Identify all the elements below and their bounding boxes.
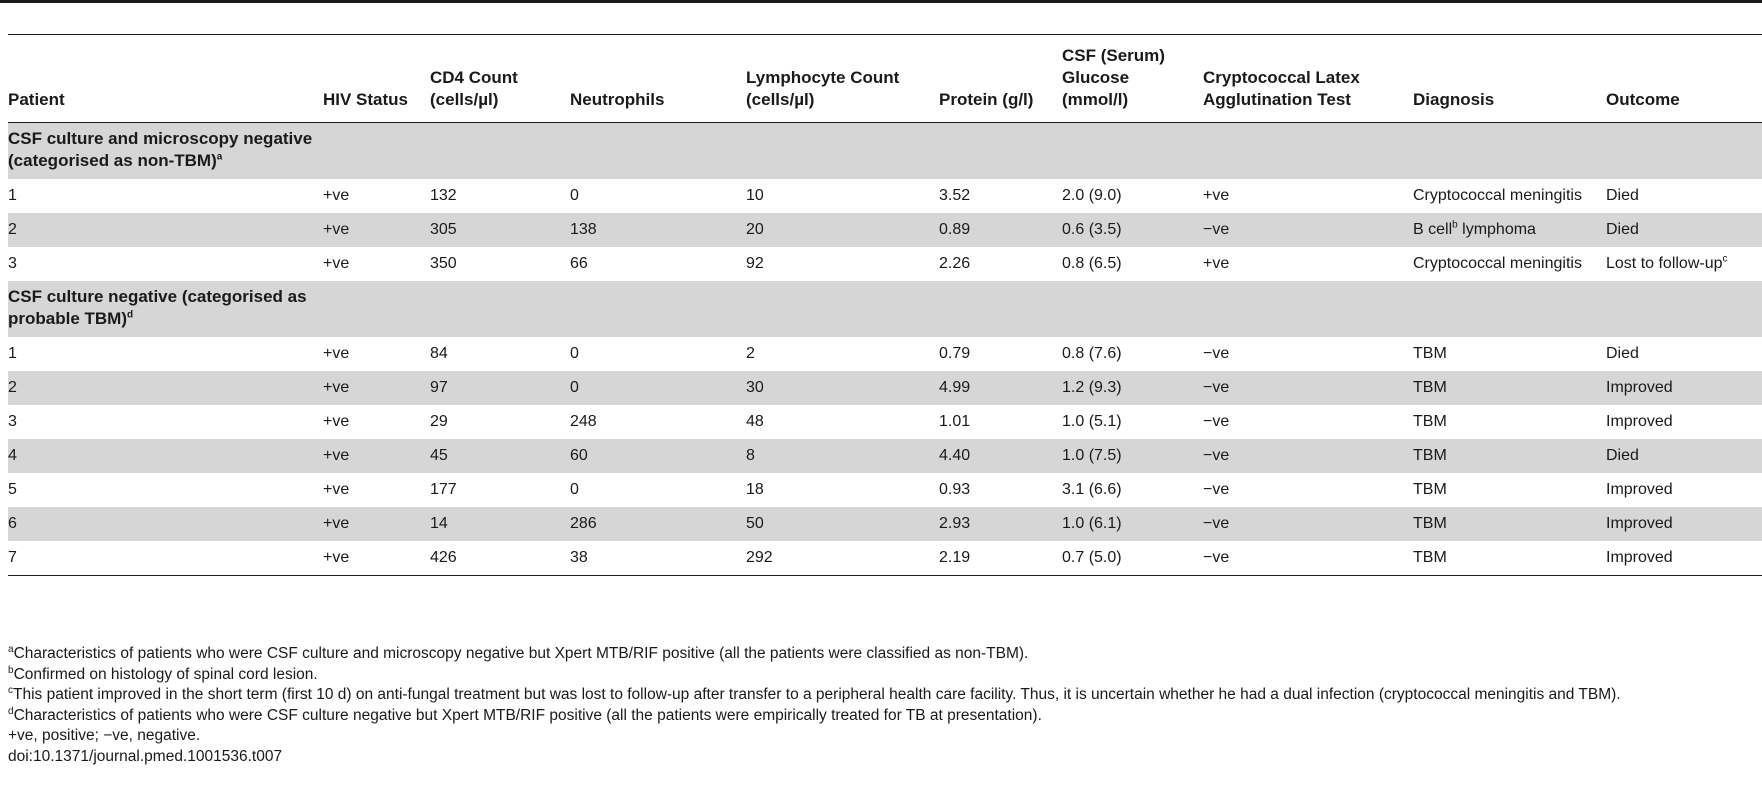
header-patient: Patient xyxy=(8,90,65,109)
section-heading-non-tbm xyxy=(8,123,1762,180)
cell-cd4-count: 177 xyxy=(430,481,457,498)
cell-diagnosis: TBM xyxy=(1413,439,1606,473)
cell-protein: 4.99 xyxy=(939,371,1062,405)
footnote-text: This patient improved in the short term (first 10 d) on anti-fungal treatment but was lost to follow-up after transfer to a peripheral health care facility. Thus, it is uncertain whether he had a dual infection (cryptococcal meningitis and TBM). xyxy=(13,686,1621,703)
cell-protein: 2.93 xyxy=(939,507,1062,541)
table-footnotes xyxy=(8,644,1762,767)
footnote-d xyxy=(8,706,1762,727)
cell-neutrophils: 248 xyxy=(570,413,597,430)
cell-hiv-status: +ve xyxy=(323,439,430,473)
cell-neutrophils: 38 xyxy=(570,541,746,576)
cell-neutrophils: 138 xyxy=(570,213,746,247)
table-row xyxy=(8,337,1762,371)
outcome-text: Lost to follow-up xyxy=(1606,255,1723,272)
header-lymphocyte-count: Lymphocyte Count (cells/µl) xyxy=(746,68,900,109)
cell-cd4-count: 45 xyxy=(430,439,570,473)
cell-outcome: Improved xyxy=(1606,507,1762,541)
cell-cd4-count: 14 xyxy=(430,507,570,541)
cell-crag-test: −ve xyxy=(1203,507,1413,541)
cell-hiv-status: +ve xyxy=(323,481,350,498)
cell-hiv-status: +ve xyxy=(323,345,350,362)
table-row xyxy=(8,213,1762,247)
diagnosis-text-tail: lymphoma xyxy=(1457,221,1536,238)
cell-patient: 5 xyxy=(8,481,17,498)
cell-lymphocyte-count: 50 xyxy=(746,507,939,541)
section-heading-probable-tbm xyxy=(8,281,1762,337)
cell-hiv-status: +ve xyxy=(323,541,430,576)
cell-cd4-count: 84 xyxy=(430,345,448,362)
cell-lymphocyte-count: 292 xyxy=(746,541,939,576)
cell-diagnosis: TBM xyxy=(1413,371,1606,405)
cell-patient: 3 xyxy=(8,255,17,272)
cell-neutrophils: 0 xyxy=(570,187,579,204)
table-container xyxy=(8,34,1762,576)
cell-crag-test: −ve xyxy=(1203,439,1413,473)
cell-crag-test: +ve xyxy=(1203,255,1230,272)
cell-hiv-status: +ve xyxy=(323,187,350,204)
cell-patient: 2 xyxy=(8,371,323,405)
cell-csf-glucose: 0.8 (6.5) xyxy=(1062,255,1122,272)
cell-lymphocyte-count: 10 xyxy=(746,187,764,204)
cell-patient: 7 xyxy=(8,541,323,576)
cell-diagnosis: TBM xyxy=(1413,345,1447,362)
cell-patient: 4 xyxy=(8,439,323,473)
diagnosis-footnote-mark: b xyxy=(1452,219,1458,231)
cell-diagnosis: Cryptococcal meningitis xyxy=(1413,187,1582,204)
header-outcome: Outcome xyxy=(1606,90,1680,109)
cell-outcome xyxy=(1606,247,1762,281)
cell-crag-test: +ve xyxy=(1203,187,1230,204)
cell-crag-test: −ve xyxy=(1203,541,1413,576)
section-title: CSF culture and microscopy negative (categorised as non-TBM) xyxy=(8,129,313,170)
cell-lymphocyte-count: 30 xyxy=(746,371,939,405)
cell-protein: 1.01 xyxy=(939,413,971,430)
cell-outcome: Died xyxy=(1606,345,1639,362)
cell-outcome: Improved xyxy=(1606,413,1673,430)
header-hiv-status: HIV Status xyxy=(323,90,409,109)
cell-csf-glucose: 0.7 (5.0) xyxy=(1062,541,1203,576)
cell-protein: 3.52 xyxy=(939,187,971,204)
header-crag-test: Cryptococcal Latex Agglutination Test xyxy=(1203,68,1360,109)
header-csf-glucose: CSF (Serum) Glucose (mmol/l) xyxy=(1062,46,1165,109)
cell-protein: 2.26 xyxy=(939,255,971,272)
cell-protein: 0.89 xyxy=(939,213,1062,247)
cell-diagnosis: TBM xyxy=(1413,507,1606,541)
cell-diagnosis xyxy=(1413,213,1606,247)
cell-lymphocyte-count: 18 xyxy=(746,481,764,498)
cell-crag-test: −ve xyxy=(1203,413,1230,430)
cell-diagnosis: TBM xyxy=(1413,481,1447,498)
cell-outcome: Died xyxy=(1606,439,1762,473)
cell-hiv-status: +ve xyxy=(323,213,430,247)
footnote-mark: d xyxy=(8,705,14,717)
cell-csf-glucose: 0.8 (7.6) xyxy=(1062,345,1122,362)
cell-cd4-count: 29 xyxy=(430,413,448,430)
header-diagnosis: Diagnosis xyxy=(1413,90,1495,109)
header-cd4-count: CD4 Count (cells/µl) xyxy=(430,68,518,109)
cell-crag-test: −ve xyxy=(1203,345,1230,362)
outcome-footnote-mark: c xyxy=(1722,253,1728,265)
table-row xyxy=(8,439,1762,473)
cell-hiv-status: +ve xyxy=(323,413,350,430)
section-title-footnote-mark: d xyxy=(127,309,134,321)
cell-protein: 4.40 xyxy=(939,439,1062,473)
cell-crag-test: −ve xyxy=(1203,371,1413,405)
cell-csf-glucose: 0.6 (3.5) xyxy=(1062,213,1203,247)
cell-cd4-count: 97 xyxy=(430,371,570,405)
section-title-footnote-mark: a xyxy=(216,151,223,163)
cell-csf-glucose: 1.0 (6.1) xyxy=(1062,507,1203,541)
cell-cd4-count: 350 xyxy=(430,255,457,272)
header-neutrophils: Neutrophils xyxy=(570,90,665,109)
header-protein: Protein (g/l) xyxy=(939,90,1034,109)
cell-neutrophils: 0 xyxy=(570,481,579,498)
top-rule xyxy=(0,0,1762,3)
footnote-b xyxy=(8,665,1762,686)
cell-protein: 0.93 xyxy=(939,481,971,498)
cell-patient: 3 xyxy=(8,413,17,430)
cell-outcome: Improved xyxy=(1606,371,1762,405)
section-title-cell xyxy=(8,123,323,180)
cell-lymphocyte-count: 48 xyxy=(746,413,764,430)
footnote-mark: a xyxy=(8,643,14,655)
cell-lymphocyte-count: 20 xyxy=(746,213,939,247)
cell-csf-glucose: 3.1 (6.6) xyxy=(1062,481,1122,498)
cell-patient: 1 xyxy=(8,345,17,362)
footnote-mark: c xyxy=(8,684,13,696)
cell-crag-test: −ve xyxy=(1203,213,1413,247)
cell-lymphocyte-count: 92 xyxy=(746,255,764,272)
cell-outcome: Improved xyxy=(1606,541,1762,576)
cell-csf-glucose: 2.0 (9.0) xyxy=(1062,187,1122,204)
cell-neutrophils: 286 xyxy=(570,507,746,541)
cell-hiv-status: +ve xyxy=(323,507,430,541)
cell-neutrophils: 66 xyxy=(570,255,588,272)
cell-lymphocyte-count: 2 xyxy=(746,345,755,362)
cell-csf-glucose: 1.2 (9.3) xyxy=(1062,371,1203,405)
cell-diagnosis: TBM xyxy=(1413,413,1447,430)
cell-diagnosis: Cryptococcal meningitis xyxy=(1413,255,1582,272)
header-row xyxy=(8,35,1762,123)
table-row xyxy=(8,371,1762,405)
cell-patient: 1 xyxy=(8,187,17,204)
table-row xyxy=(8,247,1762,281)
table-row xyxy=(8,405,1762,439)
cell-hiv-status: +ve xyxy=(323,371,430,405)
cell-outcome: Died xyxy=(1606,187,1639,204)
footnote-text: Characteristics of patients who were CSF culture negative but Xpert MTB/RIF positive (all the patients were empirically treated for TB at presentation). xyxy=(13,706,1042,724)
cell-cd4-count: 426 xyxy=(430,541,570,576)
cell-neutrophils: 0 xyxy=(570,345,579,362)
footnote-text: Characteristics of patients who were CSF culture and microscopy negative but Xpert MTB/RIF positive (all the patients were classified as non-TBM). xyxy=(13,645,1029,662)
table-row xyxy=(8,541,1762,576)
abbreviations-note: +ve, positive; −ve, negative. xyxy=(8,727,201,744)
cell-csf-glucose: 1.0 (7.5) xyxy=(1062,439,1203,473)
cell-neutrophils: 0 xyxy=(570,371,746,405)
diagnosis-text: B cell xyxy=(1413,221,1453,238)
table-row xyxy=(8,473,1762,507)
cell-csf-glucose: 1.0 (5.1) xyxy=(1062,413,1122,430)
doi-text: doi:10.1371/journal.pmed.1001536.t007 xyxy=(8,747,283,765)
cell-cd4-count: 305 xyxy=(430,213,570,247)
cell-outcome: Died xyxy=(1606,213,1762,247)
cell-patient: 6 xyxy=(8,507,323,541)
cell-lymphocyte-count: 8 xyxy=(746,439,939,473)
footnote-a xyxy=(8,644,1762,665)
footnote-mark: b xyxy=(8,664,14,676)
footnote-text: Confirmed on histology of spinal cord lesion. xyxy=(13,665,318,683)
results-table xyxy=(8,34,1762,576)
table-row xyxy=(8,507,1762,541)
cell-protein: 0.79 xyxy=(939,345,971,362)
cell-cd4-count: 132 xyxy=(430,187,457,204)
cell-neutrophils: 60 xyxy=(570,439,746,473)
cell-hiv-status: +ve xyxy=(323,255,350,272)
cell-patient: 2 xyxy=(8,213,323,247)
footnote-c xyxy=(8,685,1762,706)
cell-outcome: Improved xyxy=(1606,481,1673,498)
section-title: CSF culture negative (categorised as probable TBM) xyxy=(8,287,307,328)
cell-crag-test: −ve xyxy=(1203,481,1230,498)
cell-protein: 2.19 xyxy=(939,541,1062,576)
cell-diagnosis: TBM xyxy=(1413,541,1606,576)
section-title-cell xyxy=(8,281,323,337)
table-row xyxy=(8,179,1762,213)
